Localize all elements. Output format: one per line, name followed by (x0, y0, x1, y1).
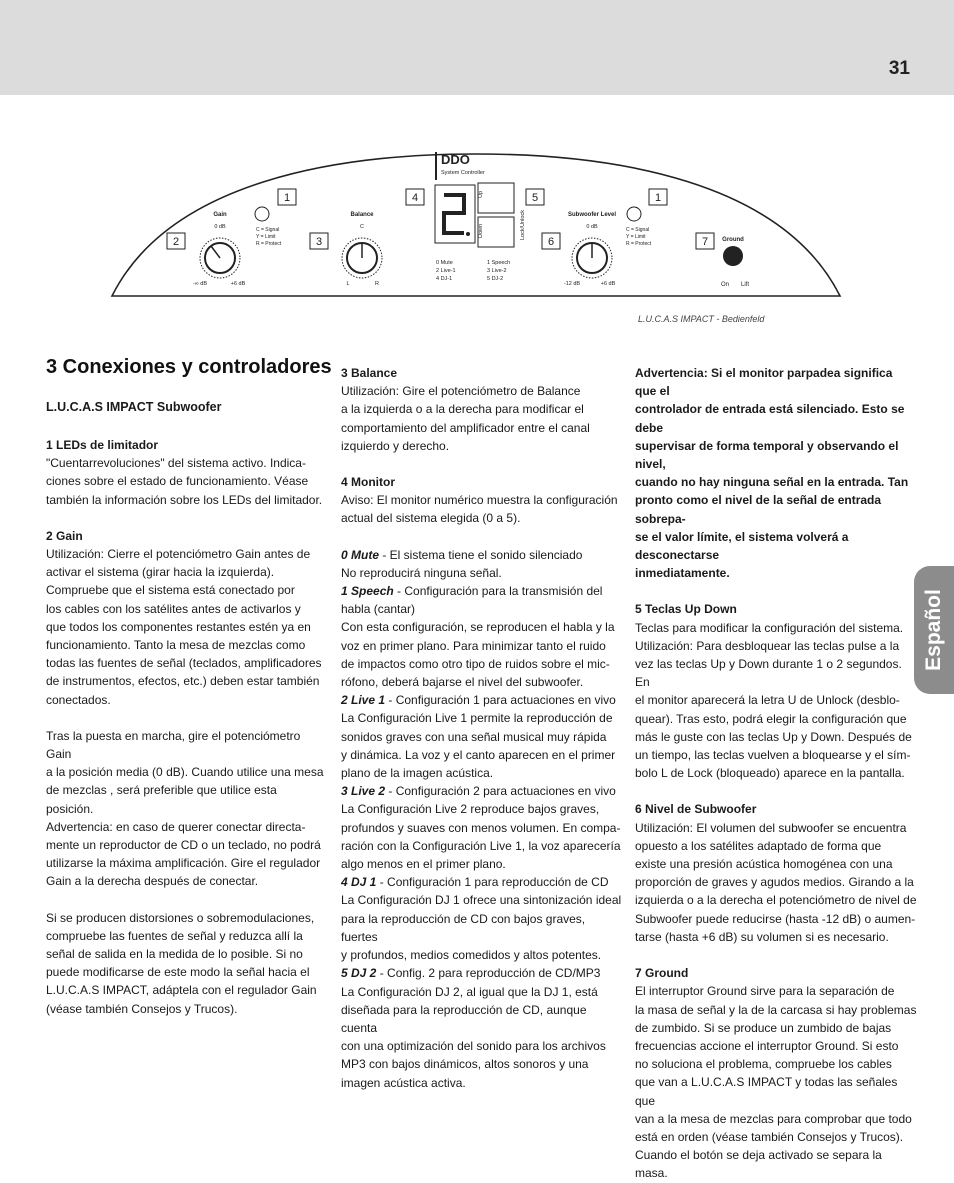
text-line: bolo L de Lock (bloqueado) aparece en la pantalla. (635, 766, 905, 781)
text-line: habla (cantar) (341, 602, 416, 617)
text-line: a la posición media (0 dB). Cuando utilice una mesa (46, 765, 324, 780)
svg-text:7: 7 (701, 236, 709, 248)
text-column-1 (46, 436, 326, 1018)
text-line: Cuando el botón se deja activado se separa la masa. (635, 1148, 882, 1181)
paragraph-heading: pronto como el nivel de la señal de entrada sobrepa- (635, 493, 882, 526)
svg-text:-∞ dB: -∞ dB (192, 281, 208, 287)
text-column-3 (635, 364, 917, 1183)
text-line: con una optimización del sonido para los archivos (341, 1039, 606, 1054)
text-line (341, 782, 623, 800)
mode-description: - Configuración 2 para actuaciones en vivo (385, 784, 616, 799)
callout-box-7 (696, 233, 714, 249)
text-line: voz en primer plano. Para minimizar tanto el ruido (341, 638, 606, 653)
svg-text:DDO: DDO (441, 152, 470, 167)
text-line: ración con la Configuración Live 1, la voz aparecería (341, 838, 621, 853)
spacer (635, 582, 917, 600)
paragraph-heading: controlador de entrada está silenciado. Esto se debe (635, 402, 905, 435)
text-line (341, 964, 623, 982)
svg-text:System Controller: System Controller (441, 170, 485, 176)
text-line: MP3 con bajos dinámicos, altos sonoros y una (341, 1057, 589, 1072)
text-line: rófono, deberá bajarse el nivel del subwoofer. (341, 675, 584, 690)
paragraph-heading: 2 Gain (46, 528, 83, 543)
text-line: La Configuración Live 2 reproduce bajos graves, (341, 802, 600, 817)
svg-text:C = Signal: C = Signal (626, 227, 650, 233)
text-line: algo menos en el primer plano. (341, 857, 506, 872)
text-line: también la información sobre los LEDs del limitador. (46, 492, 323, 507)
svg-text:Lock/Unlock: Lock/Unlock (520, 210, 526, 240)
text-line: La Configuración Live 1 permite la reproducción de (341, 711, 613, 726)
spacer (46, 509, 326, 527)
mode-description: - Config. 2 para reproducción de CD/MP3 (376, 966, 601, 981)
paragraph-heading: supervisar de forma temporal y observando el nivel, (635, 438, 899, 472)
svg-text:Y = Limit: Y = Limit (626, 234, 646, 240)
svg-text:+6 dB: +6 dB (230, 281, 246, 287)
text-line: señal de salida en la medida de lo posible. Si no (46, 947, 303, 962)
paragraph-heading: inmediatamente. (635, 566, 730, 581)
svg-text:4 DJ-1: 4 DJ-1 (436, 276, 453, 282)
svg-text:+6 dB: +6 dB (600, 281, 616, 287)
text-line (341, 873, 623, 891)
svg-text:3 Live-2: 3 Live-2 (487, 268, 507, 274)
mode-description: - Configuración 1 para reproducción de CD (376, 875, 609, 890)
text-line: y profundos, medios comedidos y altos potentes. (341, 948, 602, 963)
text-line: y dinámica. La voz y el canto aparecen en el primer (341, 747, 616, 762)
svg-text:1: 1 (283, 192, 291, 204)
svg-text:R: R (375, 281, 379, 287)
text-line: comportamiento del amplificador entre el canal (341, 420, 590, 435)
text-line: imagen acústica activa. (341, 1075, 466, 1090)
text-line: de zumbido. Si se produce un zumbido de bajas (635, 1020, 892, 1035)
paragraph-heading: 4 Monitor (341, 475, 395, 490)
figure-caption: L.U.C.A.S IMPACT - Bedienfeld (638, 314, 765, 324)
spacer (46, 709, 326, 727)
text-line: La Configuración DJ 2, al igual que la DJ 1, está (341, 984, 598, 999)
text-line: conectados. (46, 692, 111, 707)
spacer (341, 455, 623, 473)
svg-text:Up: Up (478, 190, 484, 198)
svg-text:2 Live-1: 2 Live-1 (436, 268, 456, 274)
callout-box-4 (406, 189, 424, 205)
text-line: para la reproducción de CD con bajos graves, fuertes (341, 911, 586, 944)
mode-description: - El sistema tiene el sonido silenciado (379, 547, 583, 562)
text-line: compruebe las fuentes de señal y reduzca allí la (46, 928, 303, 943)
text-line: utilizarse la máxima amplificación. Gire el regulador (46, 856, 321, 871)
text-line: de impactos como otro tipo de ruidos sobre el mic- (341, 656, 610, 671)
text-line: existe una presión acústica homogénea con una (635, 857, 893, 872)
paragraph-heading: 7 Ground (635, 966, 689, 981)
text-line: más le guste con las teclas Up y Down. Después de (635, 729, 912, 744)
text-line: sonidos graves con una señal musical muy rápida (341, 729, 607, 744)
spacer (341, 528, 623, 546)
control-panel-diagram (110, 140, 842, 300)
svg-text:1 Speech: 1 Speech (487, 260, 511, 266)
text-line: El interruptor Ground sirve para la separación de (635, 984, 895, 999)
text-line: "Cuentarrevoluciones" del sistema activo. Indica- (46, 456, 306, 471)
text-line: Subwoofer puede reducirse (hasta -12 dB) o aumen- (635, 911, 916, 926)
language-tab-label: Español (922, 589, 945, 671)
svg-text:0 dB: 0 dB (214, 224, 226, 230)
svg-text:L: L (346, 281, 350, 287)
section-heading: 3 Conexiones y controladores (46, 356, 332, 378)
text-line: Utilización: Para desbloquear las teclas pulse a la (635, 638, 900, 653)
svg-text:3: 3 (315, 236, 323, 248)
svg-text:Lift: Lift (741, 282, 750, 288)
text-line: los cables con los satélites antes de activarlos y (46, 601, 301, 616)
text-line: que todos los componentes restantes estén ya en (46, 619, 311, 634)
text-line (341, 691, 623, 709)
svg-text:4: 4 (411, 192, 419, 204)
mode-name: 2 Live 1 (341, 693, 386, 708)
callout-box-5 (526, 189, 544, 205)
section-subheading: L.U.C.A.S IMPACT Subwoofer (46, 400, 222, 414)
text-line: Si se producen distorsiones o sobremodulaciones, (46, 910, 315, 925)
text-line: L.U.C.A.S IMPACT, adáptela con el regulador Gain (46, 983, 317, 998)
paragraph-heading: 5 Teclas Up Down (635, 602, 737, 617)
header-band (0, 0, 954, 95)
text-line: La Configuración DJ 1 ofrece una sintonización ideal (341, 893, 622, 908)
text-line: de instrumentos, efectos, etc.) deben estar también (46, 674, 320, 689)
text-line: Advertencia: en caso de querer conectar directa- (46, 819, 306, 834)
text-line: diseñada para la reproducción de CD, aunque cuenta (341, 1002, 587, 1035)
paragraph-heading: 1 LEDs de limitador (46, 438, 159, 452)
text-line: izquierda o a la derecha el potenciómetro de nivel de (635, 893, 917, 908)
text-line: funcionamiento. Tanto la mesa de mezclas como (46, 638, 306, 653)
text-line: el monitor aparecerá la letra U de Unlock (desblo- (635, 693, 900, 708)
text-line: Aviso: El monitor numérico muestra la configuración (341, 493, 618, 508)
text-line: que van a L.U.C.A.S IMPACT y todas las señales que (635, 1075, 898, 1108)
text-line: plano de la imagen acústica. (341, 766, 494, 781)
spacer (635, 782, 917, 800)
text-line: tarse (hasta +6 dB) su volumen si es necesario. (635, 929, 889, 944)
text-line: izquierdo y derecho. (341, 438, 450, 453)
text-line: Gain a la derecha después de conectar. (46, 874, 259, 889)
text-line: Tras la puesta en marcha, gire el potenciómetro Gain (46, 728, 301, 762)
svg-text:-12 dB: -12 dB (563, 281, 581, 287)
text-line: Compruebe que el sistema está conectado por (46, 583, 295, 598)
text-line: la masa de señal y la de la carcasa si hay problemas (635, 1002, 917, 1017)
text-line: activar el sistema (girar hacia la izquierda). (46, 565, 275, 580)
mode-name: 3 Live 2 (341, 784, 386, 799)
svg-text:C: C (360, 224, 364, 230)
svg-text:R = Protect: R = Protect (626, 241, 652, 247)
mode-name: 4 DJ 1 (341, 875, 377, 890)
text-line: (véase también Consejos y Trucos). (46, 1001, 238, 1016)
mode-description: - Configuración para la transmisión del (393, 584, 603, 599)
svg-text:C = Signal: C = Signal (256, 227, 280, 233)
text-line: a la izquierda o a la derecha para modificar el (341, 402, 584, 417)
spacer (46, 891, 326, 909)
svg-text:1: 1 (654, 192, 662, 204)
text-column-2 (341, 364, 623, 1092)
text-line: Teclas para modificar la configuración del sistema. (635, 620, 904, 635)
text-line: Utilización: Cierre el potenciómetro Gain antes de (46, 547, 311, 562)
mode-name: 0 Mute (341, 547, 380, 562)
text-line (341, 582, 623, 600)
text-line: Con esta configuración, se reproducen el habla y la (341, 620, 615, 635)
svg-text:R = Protect: R = Protect (256, 241, 282, 247)
text-line: actual del sistema elegida (0 a 5). (341, 511, 521, 526)
callout-box-2 (167, 233, 185, 249)
text-line: frecuencias accione el interruptor Ground. Si esto (635, 1038, 899, 1053)
text-line: opuesto a los satélites adaptado de forma que (635, 838, 882, 853)
svg-text:6: 6 (547, 236, 555, 248)
paragraph-heading: 3 Balance (341, 366, 398, 380)
text-line: quear). Tras esto, podrá elegir la configuración que (635, 711, 907, 726)
text-line: puede modificarse de este modo la señal hacia el (46, 965, 310, 980)
text-line (341, 546, 623, 564)
mode-name: 5 DJ 2 (341, 966, 377, 981)
mode-name: 1 Speech (341, 584, 394, 599)
text-line: proporción de graves y agudos medios. Girando a la (635, 875, 914, 890)
svg-text:Gain: Gain (213, 212, 227, 218)
text-line: No reproducirá ninguna señal. (341, 565, 502, 580)
text-line: ciones sobre el estado de funcionamiento. Véase (46, 474, 309, 489)
callout-box-6 (542, 233, 560, 249)
svg-text:Y = Limit: Y = Limit (256, 234, 276, 240)
paragraph-heading: 6 Nivel de Subwoofer (635, 802, 757, 817)
svg-text:0 dB: 0 dB (586, 224, 598, 230)
language-tab (914, 566, 954, 694)
text-line: está en orden (véase también Consejos y Trucos). (635, 1129, 904, 1144)
paragraph-heading: cuando no hay ninguna señal en la entrada. Tan (635, 475, 909, 490)
page-number: 31 (888, 58, 910, 79)
text-line: vez las teclas Up y Down durante 1 o 2 segundos. En (635, 657, 902, 690)
text-line: mente un reproductor de CD o un teclado, no podrá (46, 838, 321, 853)
text-line: Utilización: Gire el potenciómetro de Balance (341, 384, 581, 399)
svg-text:Subwoofer Level: Subwoofer Level (567, 212, 617, 218)
text-line: profundos y suaves con menos volumen. En compa- (341, 820, 621, 835)
text-line: un tiempo, las teclas vuelven a bloquearse y el sím- (635, 748, 911, 763)
text-line: todas las fuentes de señal (teclados, amplificadores (46, 656, 322, 671)
mode-description: - Configuración 1 para actuaciones en vivo (385, 693, 616, 708)
paragraph-heading: se el valor límite, el sistema volverá a desconectarse (635, 529, 849, 563)
text-line: no soluciona el problema, compruebe los cables (635, 1057, 892, 1072)
svg-text:Down: Down (478, 223, 484, 238)
svg-text:5 DJ-2: 5 DJ-2 (487, 276, 504, 282)
text-line: de mezclas , será preferible que utilice esta posición. (46, 783, 277, 816)
spacer (635, 946, 917, 964)
text-line: van a la mesa de mezclas para comprobar que todo (635, 1111, 912, 1126)
callout-box-3 (310, 233, 328, 249)
svg-text:On: On (721, 282, 730, 288)
callout-box-1a (278, 189, 296, 205)
svg-text:0 Mute: 0 Mute (436, 260, 453, 266)
svg-text:2: 2 (172, 236, 180, 248)
paragraph-heading: Advertencia: Si el monitor parpadea significa que el (635, 366, 893, 399)
svg-text:Balance: Balance (350, 212, 374, 218)
callout-box-1b (649, 189, 667, 205)
text-line: Utilización: El volumen del subwoofer se encuentra (635, 820, 907, 835)
svg-text:5: 5 (531, 192, 539, 204)
svg-text:Ground: Ground (722, 237, 744, 243)
